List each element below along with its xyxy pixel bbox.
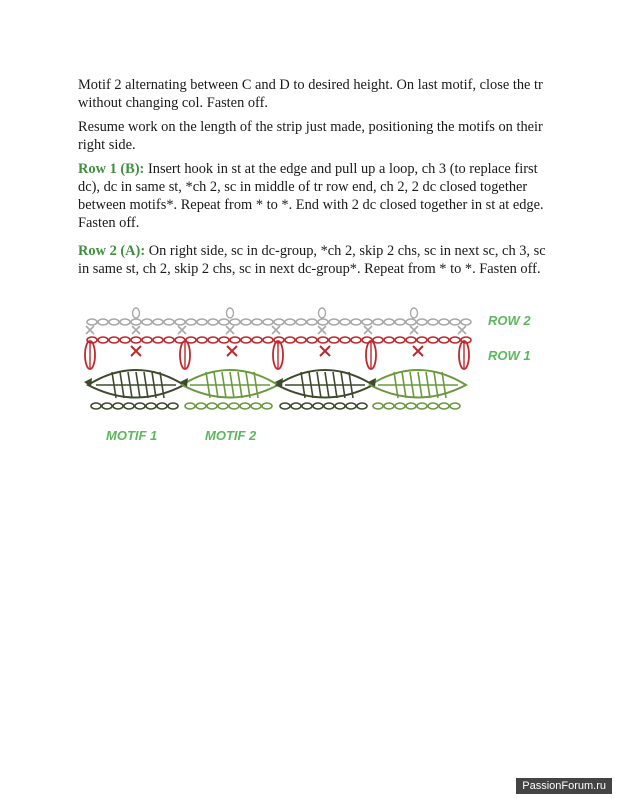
row1-label: ROW 1	[488, 348, 531, 363]
row2-chain-stitch	[87, 319, 97, 325]
motif-chain-stitch	[229, 403, 239, 409]
row2-instructions: On right side, sc in dc-group, *ch 2, skip 2 chs, sc in next sc, ch 3, sc in same st, ch 2, skip 2 chs, sc in next dc-group*. Repeat from * to *. Fasten off.	[78, 243, 546, 277]
row2-sc-stitch	[364, 326, 372, 334]
row2-label: ROW 2	[488, 313, 531, 328]
row2-chain-stitch	[98, 319, 108, 325]
row2-chain-stitch	[120, 319, 130, 325]
row1-chain-stitch	[252, 337, 262, 343]
motif-chain-stitch	[251, 403, 261, 409]
row2-sc-stitch	[458, 326, 466, 334]
row1-chain-stitch	[329, 337, 339, 343]
paragraph-row2	[78, 242, 548, 278]
row1-stitches	[85, 337, 471, 369]
row1-chain-stitch	[384, 337, 394, 343]
row2-sc-stitch	[318, 326, 326, 334]
motif-stitches	[84, 370, 466, 409]
row2-chain-stitch	[142, 319, 152, 325]
row1-chain-stitch	[120, 337, 130, 343]
row2-chain-stitch	[186, 319, 196, 325]
motif-chain-stitch	[280, 403, 290, 409]
row1-sc-stitch	[413, 346, 423, 356]
row2-picot	[319, 308, 326, 318]
row2-chain-stitch	[395, 319, 405, 325]
row2-chain-stitch	[439, 319, 449, 325]
row1-chain-stitch	[351, 337, 361, 343]
motif-chain-stitch	[135, 403, 145, 409]
row1-chain-stitch	[98, 337, 108, 343]
motif-chain-stitch	[91, 403, 101, 409]
row2-chain-stitch	[362, 319, 372, 325]
row1-chain-stitch	[285, 337, 295, 343]
row2-chain-stitch	[329, 319, 339, 325]
motif-chain-stitch	[185, 403, 195, 409]
row2-chain-stitch	[274, 319, 284, 325]
row2-chain-stitch	[109, 319, 119, 325]
motif-chain-stitch	[218, 403, 228, 409]
row2-chain-stitch	[450, 319, 460, 325]
row1-chain-stitch	[219, 337, 229, 343]
row1-chain-stitch	[241, 337, 251, 343]
motif-chain-stitch	[346, 403, 356, 409]
motif-chain-stitch	[406, 403, 416, 409]
row2-chain-stitch	[153, 319, 163, 325]
row2-sc-stitch	[132, 326, 140, 334]
row1-chain-stitch	[263, 337, 273, 343]
motif-chain-stitch	[240, 403, 250, 409]
row1-chain-stitch	[142, 337, 152, 343]
row1-chain-stitch	[439, 337, 449, 343]
paragraph-row1	[78, 160, 548, 232]
row2-chain-stitch	[230, 319, 240, 325]
motif-chain-stitch	[262, 403, 272, 409]
row1-chain-stitch	[197, 337, 207, 343]
row1-chain-stitch	[296, 337, 306, 343]
row2-heading: Row 2 (A):	[78, 243, 146, 259]
motif2-label: MOTIF 2	[205, 428, 257, 443]
row1-chain-stitch	[307, 337, 317, 343]
motif-chain-stitch	[324, 403, 334, 409]
crochet-chart-diagram	[70, 300, 570, 450]
motif-chain-stitch	[373, 403, 383, 409]
row2-chain-stitch	[285, 319, 295, 325]
row2-sc-stitch	[86, 326, 94, 334]
row2-chain-stitch	[417, 319, 427, 325]
motif-chain-stitch	[335, 403, 345, 409]
row2-sc-stitch	[272, 326, 280, 334]
motif-chain-stitch	[439, 403, 449, 409]
watermark-logo: PassionForum.ru	[516, 778, 612, 794]
row1-chain-stitch	[131, 337, 141, 343]
row1-instructions: Insert hook in st at the edge and pull up a loop, ch 3 (to replace first dc), dc in same st, *ch 2, sc in middle of tr row end, ch 2, 2 dc closed together between motifs*. Repeat from * to *. End with 2 dc closed together in st at edge. Fasten off.	[78, 161, 544, 231]
motif-chain-stitch	[302, 403, 312, 409]
row2-chain-stitch	[373, 319, 383, 325]
row1-chain-stitch	[318, 337, 328, 343]
row2-chain-stitch	[241, 319, 251, 325]
row2-chain-stitch	[208, 319, 218, 325]
motif-chain-stitch	[102, 403, 112, 409]
row2-chain-stitch	[263, 319, 273, 325]
row1-heading: Row 1 (B):	[78, 161, 145, 177]
row1-chain-stitch	[428, 337, 438, 343]
row1-chain-stitch	[450, 337, 460, 343]
row2-stitches	[86, 308, 471, 334]
row2-chain-stitch	[197, 319, 207, 325]
motif-chain-stitch	[113, 403, 123, 409]
motif-chain-stitch	[196, 403, 206, 409]
row2-picot	[133, 308, 140, 318]
row1-chain-stitch	[230, 337, 240, 343]
paragraph-motif2: Motif 2 alternating between C and D to desired height. On last motif, close the tr without changing col. Fasten off.	[78, 77, 543, 111]
row2-chain-stitch	[340, 319, 350, 325]
row2-chain-stitch	[307, 319, 317, 325]
row1-chain-stitch	[395, 337, 405, 343]
row2-picot	[227, 308, 234, 318]
motif-chain-stitch	[428, 403, 438, 409]
row1-chain-stitch	[153, 337, 163, 343]
row2-sc-stitch	[178, 326, 186, 334]
row2-chain-stitch	[428, 319, 438, 325]
paragraph-resume: Resume work on the length of the strip just made, positioning the motifs on their right side.	[78, 119, 543, 153]
motif-chain-stitch	[168, 403, 178, 409]
row2-chain-stitch	[318, 319, 328, 325]
row1-chain-stitch	[164, 337, 174, 343]
motif-chain-stitch	[395, 403, 405, 409]
motif-chain-stitch	[450, 403, 460, 409]
row1-chain-stitch	[417, 337, 427, 343]
row2-chain-stitch	[219, 319, 229, 325]
row2-chain-stitch	[296, 319, 306, 325]
row2-sc-stitch	[226, 326, 234, 334]
row2-chain-stitch	[252, 319, 262, 325]
row2-chain-stitch	[406, 319, 416, 325]
motif-chain-stitch	[313, 403, 323, 409]
row2-picot	[411, 308, 418, 318]
motif-chain-stitch	[384, 403, 394, 409]
row1-sc-stitch	[131, 346, 141, 356]
motif-chain-stitch	[124, 403, 134, 409]
motif1-label: MOTIF 1	[106, 428, 158, 443]
row2-chain-stitch	[384, 319, 394, 325]
row2-chain-stitch	[164, 319, 174, 325]
row2-chain-stitch	[461, 319, 471, 325]
motif-chain-stitch	[417, 403, 427, 409]
row1-chain-stitch	[406, 337, 416, 343]
row2-chain-stitch	[351, 319, 361, 325]
motif-chain-stitch	[291, 403, 301, 409]
row1-sc-stitch	[227, 346, 237, 356]
row1-sc-stitch	[320, 346, 330, 356]
row2-chain-stitch	[131, 319, 141, 325]
motif-chain-stitch	[357, 403, 367, 409]
row1-chain-stitch	[109, 337, 119, 343]
motif-chain-stitch	[146, 403, 156, 409]
motif-chain-stitch	[207, 403, 217, 409]
motif-chain-stitch	[157, 403, 167, 409]
row2-chain-stitch	[175, 319, 185, 325]
row2-sc-stitch	[410, 326, 418, 334]
row1-chain-stitch	[373, 337, 383, 343]
row1-chain-stitch	[340, 337, 350, 343]
row1-chain-stitch	[208, 337, 218, 343]
